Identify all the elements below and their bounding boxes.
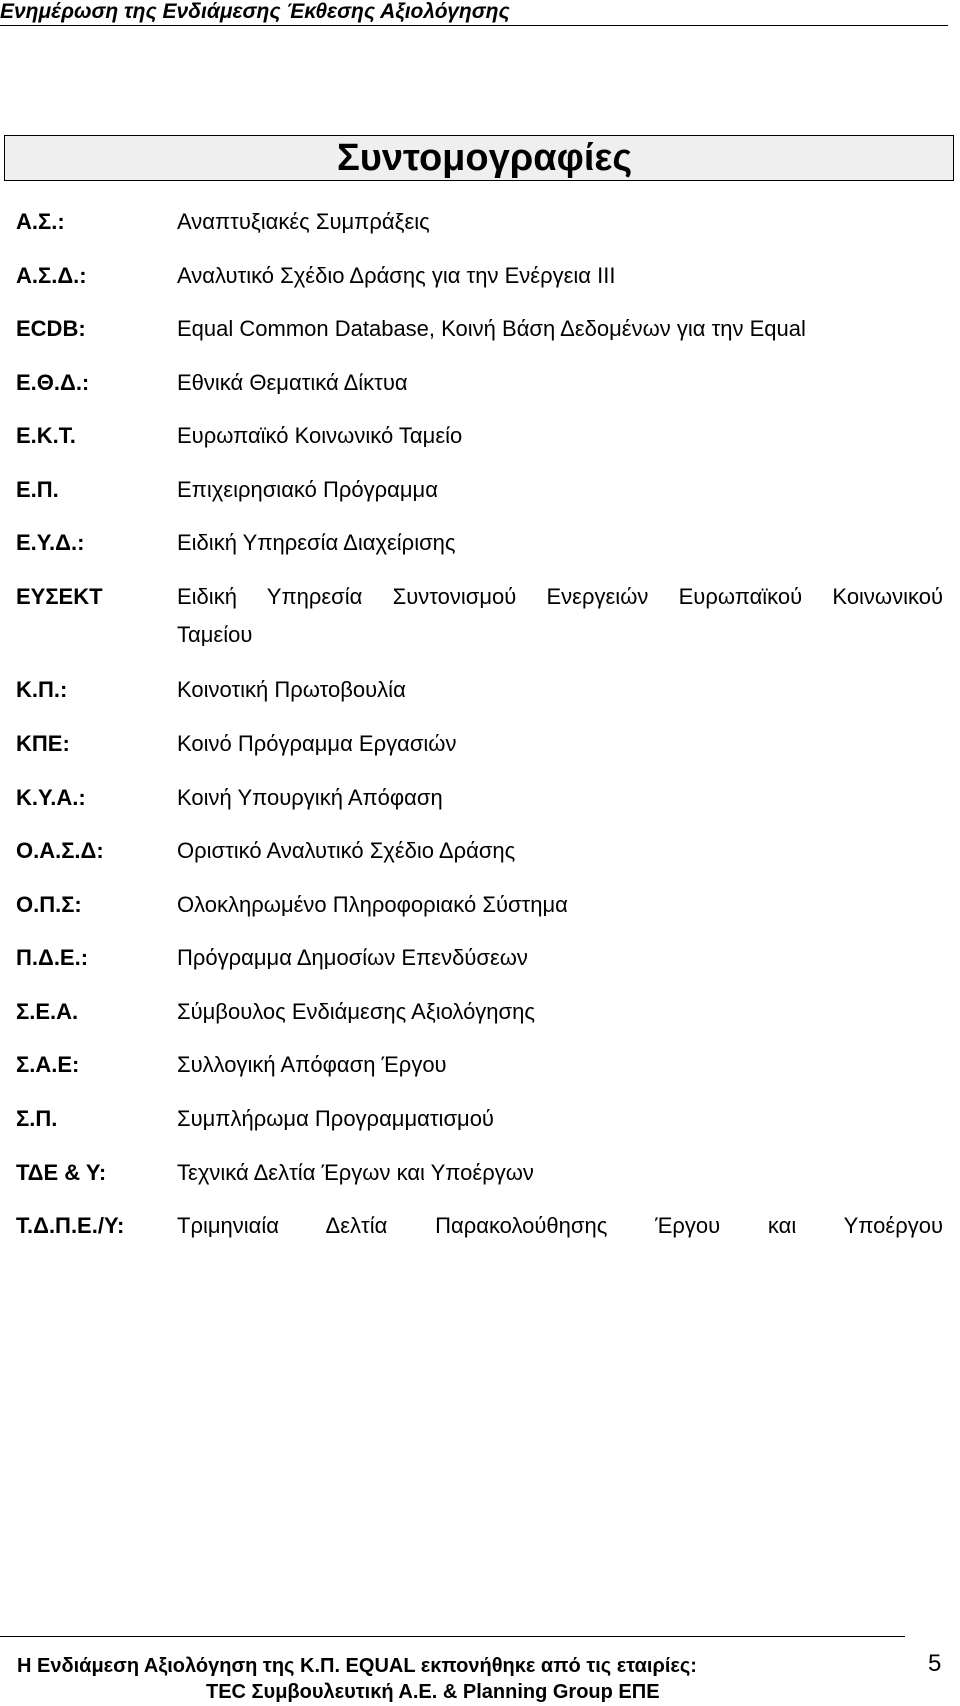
abbreviation-definition: Ευρωπαϊκό Κοινωνικό Ταμείο xyxy=(177,423,463,448)
footer-rule xyxy=(0,1636,905,1637)
abbreviation-term: ΤΔΕ & Υ: xyxy=(16,1160,107,1185)
abbreviation-definition: Τεχνικά Δελτία Έργων και Υποέργων xyxy=(177,1160,534,1185)
abbreviation-term: Α.Σ.: xyxy=(16,209,65,234)
abbreviation-row xyxy=(0,783,960,813)
abbreviation-definition: Equal Common Database, Κοινή Βάση Δεδομένων για την Equal xyxy=(177,316,806,341)
footer-credits-line: Η Ενδιάμεση Αξιολόγηση της Κ.Π. EQUAL εκπονήθηκε από τις εταιρίες: xyxy=(17,1655,697,1677)
abbreviation-row xyxy=(0,675,960,705)
abbreviation-definition: Τριμηνιαία Δελτία Παρακολούθησης Έργου και Υποέργου xyxy=(177,1213,943,1238)
abbreviation-definition: Εθνικά Θεματικά Δίκτυα xyxy=(177,370,408,395)
abbreviation-row xyxy=(0,1158,960,1188)
running-header-title: Ενημέρωση της Ενδιάμεσης Έκθεσης Αξιολόγησης xyxy=(0,0,510,23)
abbreviation-row xyxy=(0,943,960,973)
abbreviation-definition: Επιχειρησιακό Πρόγραμμα xyxy=(177,477,438,502)
abbreviation-definition: Αναλυτικό Σχέδιο Δράσης για την Ενέργεια ΙΙΙ xyxy=(177,263,616,288)
abbreviation-row xyxy=(0,582,960,647)
abbreviation-term: Σ.Α.Ε: xyxy=(16,1052,80,1077)
abbreviation-row xyxy=(0,528,960,558)
abbreviation-definition: Κοινή Υπουργική Απόφαση xyxy=(177,785,443,810)
abbreviation-row xyxy=(0,890,960,920)
abbreviation-term: Τ.Δ.Π.Ε./Υ: xyxy=(16,1213,125,1238)
abbreviation-row xyxy=(0,314,960,344)
abbreviation-row xyxy=(0,368,960,398)
abbreviation-term: ΚΠΕ: xyxy=(16,731,70,756)
abbreviation-term: Σ.Π. xyxy=(16,1106,58,1131)
abbreviation-row xyxy=(0,1104,960,1134)
abbreviation-term: Ε.Υ.Δ.: xyxy=(16,530,85,555)
abbreviation-definition: Κοινό Πρόγραμμα Εργασιών xyxy=(177,731,457,756)
abbreviation-row xyxy=(0,1050,960,1080)
abbreviation-row xyxy=(0,836,960,866)
abbreviation-definition: Αναπτυξιακές Συμπράξεις xyxy=(177,209,430,234)
abbreviation-row xyxy=(0,261,960,291)
abbreviation-term: ΕΥΣΕΚΤ xyxy=(16,584,103,609)
abbreviation-term: Ο.Α.Σ.Δ: xyxy=(16,838,104,863)
abbreviation-term: Κ.Υ.Α.: xyxy=(16,785,86,810)
abbreviation-term: Α.Σ.Δ.: xyxy=(16,263,87,288)
abbreviation-definition: Ειδική Υπηρεσία Συντονισμού Ενεργειών Ευρωπαϊκού Κοινωνικού xyxy=(177,584,943,609)
abbreviation-definition: Συμπλήρωμα Προγραμματισμού xyxy=(177,1106,494,1131)
abbreviation-row xyxy=(0,475,960,505)
abbreviation-row xyxy=(0,1211,960,1241)
abbreviation-definition: Οριστικό Αναλυτικό Σχέδιο Δράσης xyxy=(177,838,516,863)
abbreviation-term: Ε.Θ.Δ.: xyxy=(16,370,90,395)
section-title: Συντομογραφίες xyxy=(337,137,633,179)
abbreviation-term: ECDB: xyxy=(16,316,86,341)
abbreviation-term: Σ.Ε.Α. xyxy=(16,999,79,1024)
page-number: 5 xyxy=(928,1650,942,1677)
abbreviation-definition: Ολοκληρωμένο Πληροφοριακό Σύστημα xyxy=(177,892,568,917)
abbreviation-term: Ε.Π. xyxy=(16,477,59,502)
footer-companies-line: TEC Συμβουλευτική Α.Ε. & Planning Group ΕΠΕ xyxy=(206,1681,660,1703)
abbreviation-definition-continued: Ταμείου xyxy=(177,622,253,647)
abbreviation-definition: Πρόγραμμα Δημοσίων Επενδύσεων xyxy=(177,945,528,970)
abbreviation-term: Ε.Κ.Τ. xyxy=(16,423,76,448)
abbreviation-definition: Ειδική Υπηρεσία Διαχείρισης xyxy=(177,530,456,555)
abbreviation-term: Κ.Π.: xyxy=(16,677,68,702)
abbreviation-row xyxy=(0,997,960,1027)
abbreviation-row xyxy=(0,729,960,759)
abbreviation-definition: Σύμβουλος Ενδιάμεσης Αξιολόγησης xyxy=(177,999,535,1024)
abbreviation-term: Π.Δ.Ε.: xyxy=(16,945,89,970)
abbreviation-term: Ο.Π.Σ: xyxy=(16,892,82,917)
abbreviation-row xyxy=(0,421,960,451)
abbreviation-row xyxy=(0,207,960,237)
abbreviation-definition: Κοινοτική Πρωτοβουλία xyxy=(177,677,406,702)
abbreviation-definition: Συλλογική Απόφαση Έργου xyxy=(177,1052,447,1077)
